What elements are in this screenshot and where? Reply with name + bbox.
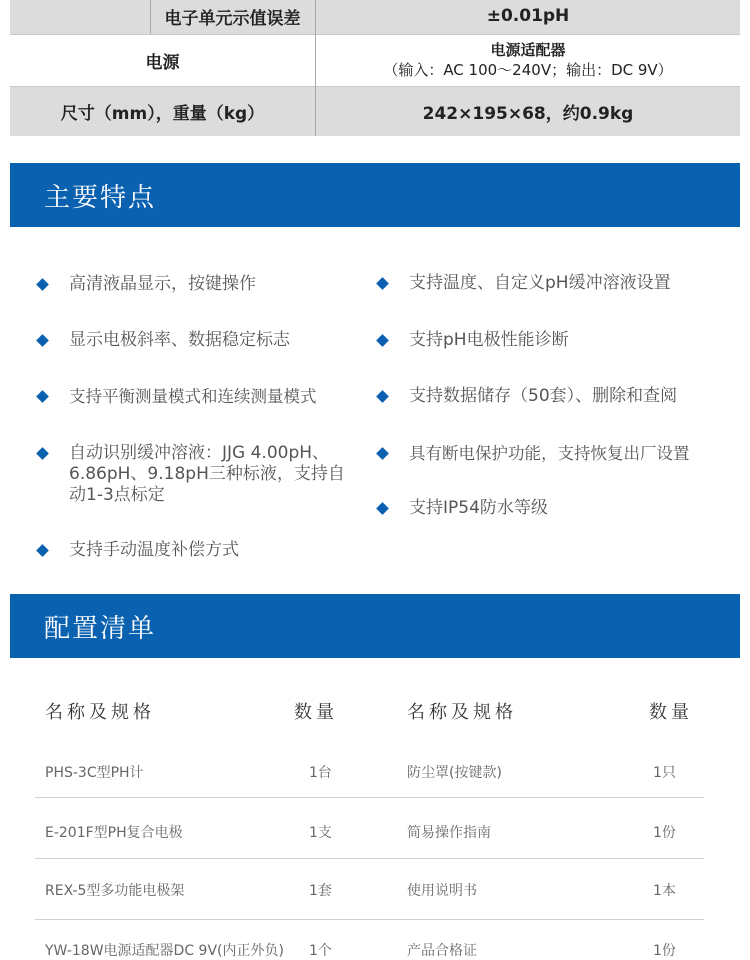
config-item-name: YW-18W电源适配器DC 9V(内正外负) xyxy=(45,943,284,959)
diamond-bullet-icon xyxy=(36,447,49,460)
spec-column-divider xyxy=(315,0,316,136)
feature-text: 支持温度、自定义pH缓冲溶液设置 xyxy=(409,273,671,293)
feature-text: 支持IP54防水等级 xyxy=(409,498,548,518)
config-item-qty: 1份 xyxy=(653,825,676,841)
spec-power-label: 电源 xyxy=(145,52,180,73)
spec-power-value-line2: （输入：AC 100～240V；输出：DC 9V） xyxy=(383,61,673,79)
spec-power-value xyxy=(316,34,740,86)
feature-item xyxy=(378,443,740,464)
diamond-bullet-icon xyxy=(376,334,389,347)
config-row-divider xyxy=(35,858,704,859)
config-item-qty: 1台 xyxy=(309,765,332,781)
feature-text: 支持手动温度补偿方式 xyxy=(69,540,239,560)
config-item-qty: 1支 xyxy=(309,825,332,841)
config-col-qty-header: 数量 xyxy=(294,702,338,723)
feature-text: 支持pH电极性能诊断 xyxy=(409,330,569,350)
feature-item xyxy=(38,386,368,407)
spec-error-value: ±0.01pH xyxy=(486,6,570,26)
config-col-qty2-header: 数量 xyxy=(649,702,693,723)
feature-item xyxy=(378,386,738,407)
config-item-name: E-201F型PH复合电极 xyxy=(45,825,183,841)
feature-text: 自动识别缓冲溶液：JJG 4.00pH、6.86pH、9.18pH三种标液，支持自动1-3点标定 xyxy=(69,443,345,505)
diamond-bullet-icon xyxy=(376,502,389,515)
config-item-name: PHS-3C型PH计 xyxy=(45,765,144,781)
diamond-bullet-icon xyxy=(376,277,389,290)
diamond-bullet-icon xyxy=(376,390,389,403)
spec-size-value: 242×195×68，约0.9kg xyxy=(422,103,634,124)
config-item-name: 使用说明书 xyxy=(407,883,477,899)
config-row-divider xyxy=(35,919,704,920)
diamond-bullet-icon xyxy=(36,390,49,403)
spec-size-label: 尺寸（mm），重量（kg） xyxy=(60,103,265,124)
spec-divider xyxy=(10,86,740,87)
spec-table xyxy=(10,0,740,138)
diamond-bullet-icon xyxy=(36,334,49,347)
feature-text: 具有断电保护功能，支持恢复出厂设置 xyxy=(409,444,690,463)
spec-divider xyxy=(10,34,740,35)
feature-item xyxy=(38,443,363,506)
config-header xyxy=(10,594,740,658)
feature-item xyxy=(38,330,358,351)
config-item-qty: 1份 xyxy=(653,943,676,959)
config-col-name2-header: 名称及规格 xyxy=(407,702,517,723)
feature-item xyxy=(378,273,738,294)
diamond-bullet-icon xyxy=(36,544,49,557)
config-col-name-header: 名称及规格 xyxy=(45,702,155,723)
features-title: 主要特点 xyxy=(44,182,157,213)
config-item-name: REX-5型多功能电极架 xyxy=(45,883,185,899)
config-item-qty: 1本 xyxy=(653,883,676,899)
feature-item xyxy=(38,274,358,295)
feature-item xyxy=(378,498,738,519)
feature-text: 支持平衡测量模式和连续测量模式 xyxy=(69,387,317,406)
spec-power-value-line1: 电源适配器 xyxy=(490,41,566,59)
config-row-divider xyxy=(35,797,704,798)
feature-text: 高清液晶显示，按键操作 xyxy=(69,274,256,294)
config-item-qty: 1只 xyxy=(653,765,676,781)
features-header xyxy=(10,163,740,227)
diamond-bullet-icon xyxy=(36,278,49,291)
config-item-qty: 1套 xyxy=(309,883,332,899)
spec-divider xyxy=(150,0,151,34)
config-item-name: 简易操作指南 xyxy=(407,825,491,841)
feature-item xyxy=(378,330,738,351)
spec-error-label: 电子单元示值误差 xyxy=(164,8,301,29)
feature-text: 支持数据储存（50套）、删除和查阅 xyxy=(409,386,678,406)
feature-text: 显示电极斜率、数据稳定标志 xyxy=(69,330,290,350)
feature-item xyxy=(38,540,358,561)
config-item-name: 防尘罩(按键款) xyxy=(407,765,502,781)
config-item-qty: 1个 xyxy=(309,943,332,959)
diamond-bullet-icon xyxy=(376,447,389,460)
config-title: 配置清单 xyxy=(44,613,157,644)
config-item-name: 产品合格证 xyxy=(407,943,477,959)
